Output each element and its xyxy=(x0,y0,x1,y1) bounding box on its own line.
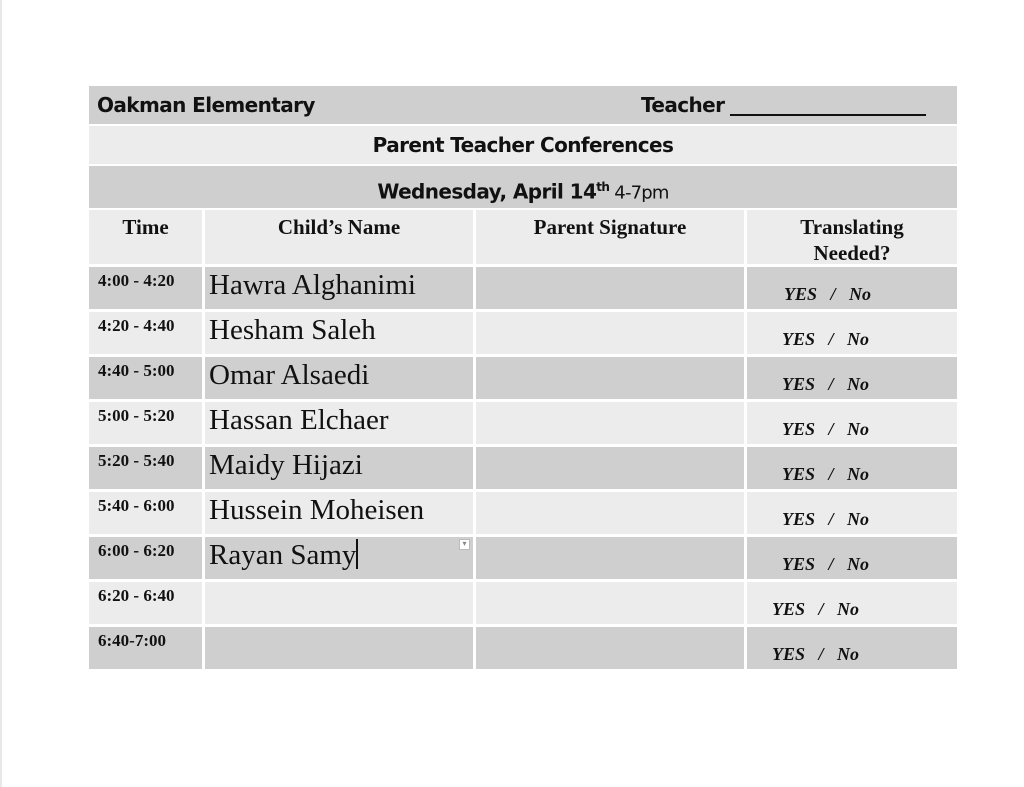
child-name-field[interactable] xyxy=(205,312,473,354)
child-name-field[interactable] xyxy=(205,357,473,399)
time-slot: 4:20 - 4:40 xyxy=(89,312,202,354)
translating-yes-no: YES / No xyxy=(772,644,860,664)
column-header-translating-line1: Translating xyxy=(800,215,904,239)
date-main: Wednesday, April 14 xyxy=(377,179,597,204)
conference-title xyxy=(89,126,957,164)
header-school-row xyxy=(89,86,957,124)
child-name-field[interactable] xyxy=(205,447,473,489)
schedule-table xyxy=(89,210,957,672)
page-title: Parent Teacher Conferences xyxy=(372,133,674,157)
translating-needed-cell[interactable] xyxy=(747,582,957,624)
time-slot: 5:40 - 6:00 xyxy=(89,492,202,534)
translating-needed-cell[interactable] xyxy=(747,357,957,399)
table-row xyxy=(89,447,957,492)
parent-signature-field[interactable] xyxy=(476,357,744,399)
table-header-row xyxy=(89,210,957,267)
child-name-field[interactable] xyxy=(205,492,473,534)
translating-yes-no: YES / No xyxy=(782,464,870,484)
child-name-field[interactable] xyxy=(205,627,473,669)
translating-yes-no: YES / No xyxy=(782,374,870,394)
translating-yes-no: YES / No xyxy=(784,284,872,304)
parent-signature-field[interactable] xyxy=(476,312,744,354)
conference-date xyxy=(89,166,957,208)
translating-needed-cell[interactable] xyxy=(747,492,957,534)
translating-yes-no: YES / No xyxy=(782,329,870,349)
column-header-translating xyxy=(747,210,957,264)
table-row xyxy=(89,267,957,312)
child-name: Hussein Moheisen xyxy=(209,494,425,526)
translating-yes-no: YES / No xyxy=(782,419,870,439)
table-row xyxy=(89,402,957,447)
school-name: Oakman Elementary xyxy=(97,93,315,117)
time-slot: 6:00 - 6:20 xyxy=(89,537,202,579)
parent-signature-field[interactable] xyxy=(476,267,744,309)
translating-needed-cell[interactable] xyxy=(747,627,957,669)
child-name xyxy=(205,638,209,640)
table-row xyxy=(89,627,957,672)
child-name-field[interactable] xyxy=(205,402,473,444)
translating-needed-cell[interactable] xyxy=(747,447,957,489)
translating-needed-cell[interactable] xyxy=(747,537,957,579)
column-header-signature: Parent Signature xyxy=(476,210,744,264)
field-dropdown-icon[interactable]: ▾ xyxy=(459,539,470,550)
time-slot: 6:20 - 6:40 xyxy=(89,582,202,624)
translating-needed-cell[interactable] xyxy=(747,402,957,444)
child-name: Omar Alsaedi xyxy=(209,359,370,391)
table-row xyxy=(89,357,957,402)
teacher-field[interactable] xyxy=(641,86,926,124)
child-name: Maidy Hijazi xyxy=(209,449,363,481)
parent-signature-field[interactable] xyxy=(476,447,744,489)
translating-yes-no: YES / No xyxy=(782,554,870,574)
column-header-child: Child’s Name xyxy=(205,210,473,264)
column-header-translating-line2: Needed? xyxy=(813,241,891,265)
table-row xyxy=(89,537,957,582)
column-header-time: Time xyxy=(89,210,202,264)
child-name-field[interactable] xyxy=(205,537,473,579)
page-edge xyxy=(0,0,2,787)
parent-signature-field[interactable] xyxy=(476,537,744,579)
child-name xyxy=(205,593,209,595)
table-row xyxy=(89,312,957,357)
child-name-field[interactable] xyxy=(205,582,473,624)
parent-signature-field[interactable] xyxy=(476,627,744,669)
time-slot: 4:40 - 5:00 xyxy=(89,357,202,399)
time-slot: 6:40-7:00 xyxy=(89,627,202,669)
teacher-blank-line xyxy=(730,114,926,116)
child-name: Hawra Alghanimi xyxy=(209,269,416,301)
parent-signature-field[interactable] xyxy=(476,492,744,534)
translating-yes-no: YES / No xyxy=(782,509,870,529)
translating-needed-cell[interactable] xyxy=(747,267,957,309)
time-slot: 5:00 - 5:20 xyxy=(89,402,202,444)
text-cursor xyxy=(356,539,358,569)
date-range: 4-7pm xyxy=(609,182,669,204)
parent-signature-field[interactable] xyxy=(476,402,744,444)
time-slot: 4:00 - 4:20 xyxy=(89,267,202,309)
translating-needed-cell[interactable] xyxy=(747,312,957,354)
child-name: Hesham Saleh xyxy=(209,314,376,346)
table-row xyxy=(89,582,957,627)
table-row xyxy=(89,492,957,537)
parent-signature-field[interactable] xyxy=(476,582,744,624)
child-name: Hassan Elchaer xyxy=(209,404,389,436)
time-slot: 5:20 - 5:40 xyxy=(89,447,202,489)
child-name: Rayan Samy xyxy=(209,539,357,571)
teacher-label: Teacher xyxy=(641,93,725,117)
date-suffix: th xyxy=(596,180,610,194)
translating-yes-no: YES / No xyxy=(772,599,860,619)
child-name-field[interactable] xyxy=(205,267,473,309)
table-body xyxy=(89,267,957,672)
